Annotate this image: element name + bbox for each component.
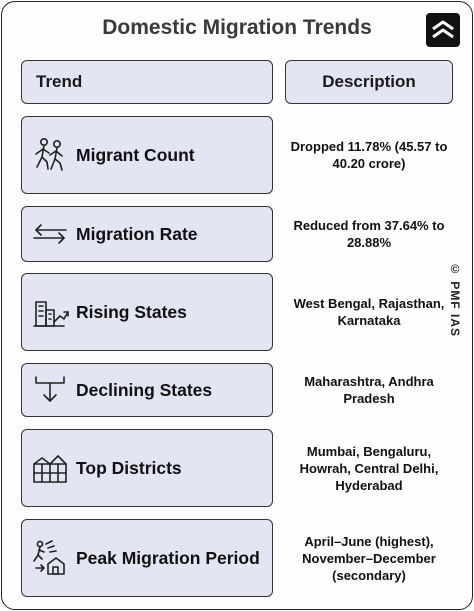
- trend-label: Migration Rate: [76, 223, 198, 244]
- trend-label: Migrant Count: [76, 144, 195, 165]
- brand-logo: [426, 13, 460, 47]
- trend-row-rising-states: [21, 273, 273, 351]
- trend-description: Reduced from 37.64% to 28.88%: [293, 218, 445, 250]
- trend-description: Maharashtra, Andhra Pradesh: [304, 374, 434, 406]
- header-trend: Trend: [21, 60, 273, 104]
- trend-label: Top Districts: [76, 457, 182, 478]
- trend-description: April–June (highest), November–December (secondary): [302, 533, 436, 583]
- down-arrow-icon: [24, 373, 76, 407]
- trend-row-declining-states: [21, 363, 273, 417]
- header-description: Description: [285, 60, 453, 104]
- trend-row-migrant-count: [21, 116, 273, 194]
- trend-label: Declining States: [76, 379, 213, 400]
- trend-row-top-districts: [21, 429, 273, 507]
- trend-label: Rising States: [76, 301, 187, 322]
- trend-label: Peak Migration Period: [76, 547, 260, 568]
- rising-city-icon: [24, 292, 76, 332]
- migration-house-icon: [24, 538, 76, 578]
- trend-description: West Bengal, Rajasthan, Karnataka: [293, 296, 445, 328]
- trend-row-migration-rate: [21, 206, 273, 262]
- trend-row-peak-migration-period: [21, 519, 273, 597]
- page-title: Domestic Migration Trends: [102, 16, 372, 39]
- walking-people-icon: [24, 135, 76, 175]
- city-skyline-icon: [24, 450, 76, 486]
- trend-description: Dropped 11.78% (45.57 to 40.20 crore): [290, 139, 448, 171]
- copyright-watermark: © PMF IAS: [448, 262, 462, 338]
- chevron-up-logo-icon: [430, 18, 456, 42]
- trend-description: Mumbai, Bengaluru, Howrah, Central Delhi, Hyderabad: [299, 443, 439, 493]
- bidirectional-arrows-icon: [24, 219, 76, 249]
